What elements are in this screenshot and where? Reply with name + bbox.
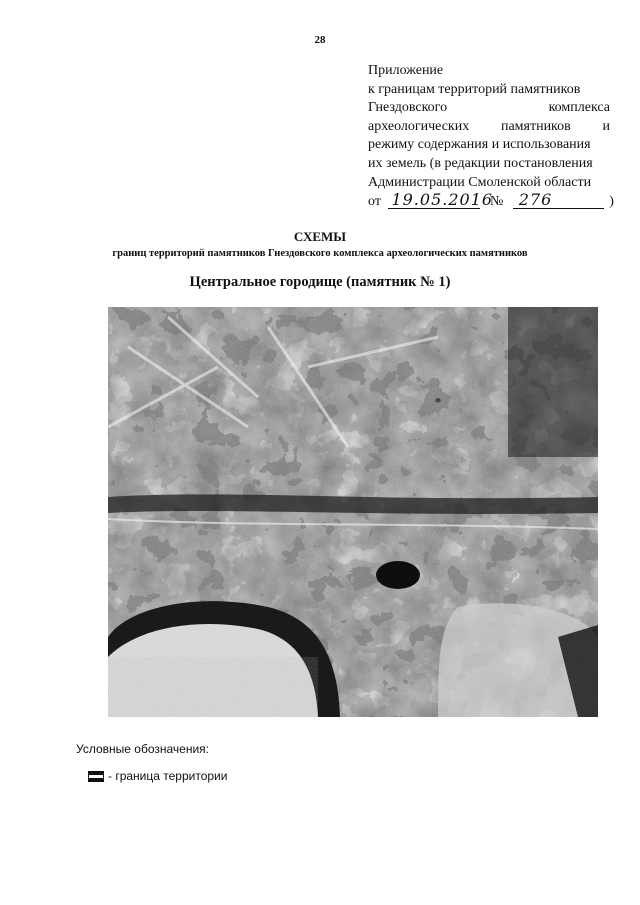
appendix-block [368, 62, 614, 212]
closing-paren: ) [609, 194, 614, 210]
appendix-word: комплекса [548, 100, 610, 116]
document-title: СХЕМЫ [293, 229, 347, 244]
resolution-date-handwritten: 19.05.2016 [388, 192, 480, 209]
pond [376, 561, 420, 589]
appendix-line: Приложение [368, 63, 444, 78]
field-grain [108, 657, 318, 717]
page-number: 28 [314, 34, 326, 46]
aerial-photo-graphic [108, 307, 598, 717]
appendix-line: к границам территорий памятников [368, 81, 581, 97]
resolution-date-row [368, 190, 614, 212]
appendix-line: режиму содержания и использования [368, 137, 591, 153]
resolution-number-handwritten: 276 [513, 192, 604, 209]
appendix-line: их земель (в редакции постановления [368, 155, 593, 171]
dark-area [508, 307, 598, 457]
date-prefix: от [368, 194, 381, 210]
legend-item-label: - граница территории [108, 769, 228, 783]
legend-heading: Условные обозначения: [76, 742, 209, 756]
appendix-word: археологических [368, 118, 470, 134]
legend-item [88, 769, 227, 783]
aerial-photo-map [108, 307, 598, 717]
appendix-word: и [602, 118, 610, 134]
number-sign: № [489, 194, 504, 210]
document-subtitle: границ территорий памятников Гнездовского комплекса археологических памятников [112, 248, 528, 259]
monument-heading: Центральное городище (памятник № 1) [189, 274, 451, 290]
appendix-justified-line [368, 99, 610, 118]
appendix-word: памятников [500, 118, 571, 134]
appendix-word: Гнездовского [368, 100, 448, 116]
boundary-line-icon [88, 771, 104, 782]
appendix-line: Администрации Смоленской области [368, 174, 592, 190]
appendix-justified-line [368, 118, 610, 137]
